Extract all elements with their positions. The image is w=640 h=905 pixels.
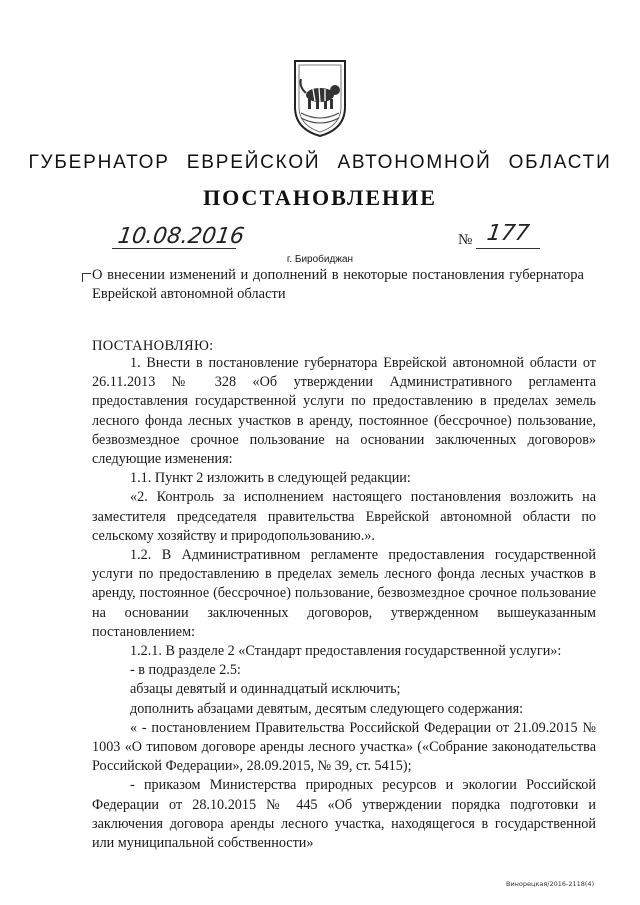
document-type-title: ПОСТАНОВЛЕНИЕ [203, 185, 437, 210]
paragraph-1: 1. Внести в постановление губернатора Еврейской автономной области от 26.11.2013 № 328 «Об утверждении Административного регламента предоставления государственной услуги по предоставлению в пределах земель лесного фонда лесных участков в аренду, постоянное (бессрочное) пользование, безвозмездное срочное пользование на основании заключенных договоров» следующие изменения: [92, 355, 596, 468]
paragraph-government-decree: « - постановлением Правительства Российской Федерации от 21.09.2015 № 1003 «О типовом договоре аренды лесного участка» («Собрание законодательства Российской Федерации», 28.09.2015, № 39, ст. 5415); [92, 719, 596, 775]
city-label: г. Биробиджан [286, 254, 354, 265]
subject-corner-mark [82, 273, 91, 282]
paragraph-1-1: 1.1. Пункт 2 изложить в следующей редакции: [130, 470, 411, 487]
paragraph-ministry-order: - приказом Министерства природных ресурсов и экологии Российской Федерации от 28.10.2015 № 445 «Об утверждении порядка подготовки и заключения договора аренды лесного участка, находящегося в государственной или муниципальной собственности» [92, 777, 596, 852]
paragraph-1-2: 1.2. В Административном регламенте предоставления государственной услуги по предоставлению в пределах земель лесного фонда лесных участков в аренду, постоянное (бессрочное) пользование, безвозмездное срочное пользование на основании заключенных договоров, утвержденном вышеуказанным постановлением: [92, 547, 596, 640]
coat-of-arms-tiger-icon [289, 57, 351, 139]
paragraph-add: дополнить абзацами девятым, десятым следующего содержания: [130, 700, 524, 717]
document-date: 10.08.2016 [116, 224, 246, 249]
number-label: № [458, 232, 473, 248]
resolve-word: ПОСТАНОВЛЯЮ: [92, 338, 214, 354]
paragraph-1-2-1: 1.2.1. В разделе 2 «Стандарт предоставления государственной услуги»: [130, 643, 562, 660]
document-subject: О внесении изменений и дополнений в некоторые постановления губернатора Еврейской автономной области [92, 267, 584, 302]
paragraph-exclude: абзацы девятый и одиннадцатый исключить; [130, 681, 401, 698]
document-number: 177 [485, 221, 531, 246]
footer-stamp: Винорецкая/2016-2118(4) [506, 880, 595, 888]
paragraph-quote-2: «2. Контроль за исполнением настоящего постановления возложить на заместителя председателя правительства Еврейской автономной области по сельскому хозяйству и природопользованию.». [92, 489, 596, 544]
paragraph-subsection: - в подразделе 2.5: [130, 662, 241, 679]
date-underline [112, 248, 236, 249]
number-underline [476, 248, 540, 249]
organization-title: ГУБЕРНАТОР ЕВРЕЙСКОЙ АВТОНОМНОЙ ОБЛАСТИ [28, 152, 612, 173]
document-body [92, 354, 596, 853]
